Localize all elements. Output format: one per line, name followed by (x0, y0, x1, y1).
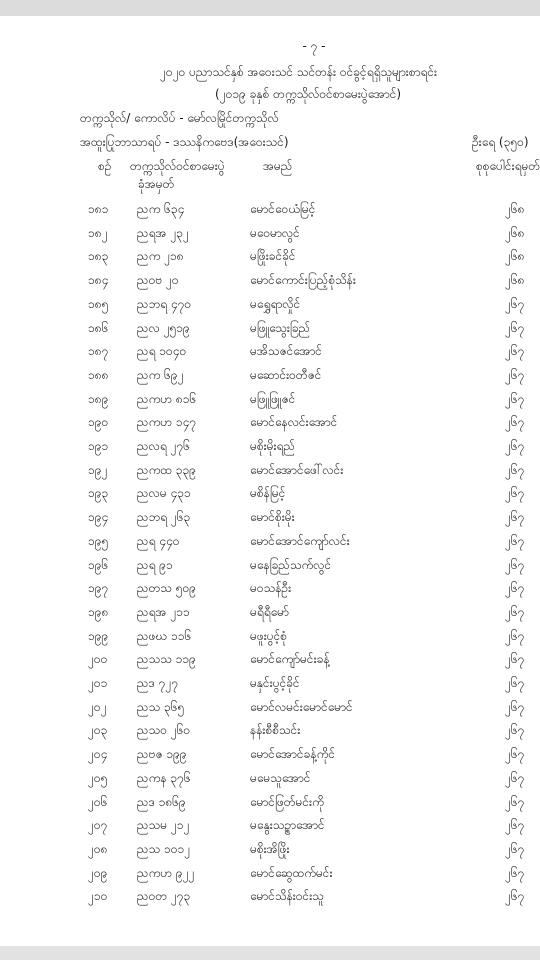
student-name: မောင်ဝေယံမြင့် (250, 202, 316, 216)
table-row (0, 485, 540, 509)
student-name: မောင်အောင်ဖေါ်လင်း (250, 462, 344, 477)
total-marks: ၂၆၇ (505, 818, 525, 833)
table-row (0, 414, 540, 438)
document-page (0, 16, 540, 946)
roll-number: ညဖဃ ၁၁၆ (137, 628, 192, 643)
roll-number: ညကဟ ၁၄၇ (137, 415, 197, 430)
total-marks: ၂၆၇ (505, 557, 525, 572)
student-name: မောင်အောင်ခန့်ကိုင် (250, 747, 335, 762)
roll-number: ညက ၆၃၄ (137, 202, 185, 216)
roll-number: ညဝတ ၂၇၃ (137, 889, 191, 904)
total-marks: ၂၆၇ (505, 510, 525, 525)
total-marks: ၂၆၇ (505, 676, 525, 690)
student-name: မနေခြည်သက်လွင် (250, 557, 332, 572)
table-row (0, 651, 540, 675)
student-name: မဖူးပွင့်စုံ (250, 628, 288, 643)
student-name: မောင်ဖြတ်မင်းကို (250, 794, 324, 809)
roll-number: ညကထ ၃၃၉ (137, 462, 197, 477)
page-number: - ၇ - (302, 39, 326, 53)
total-marks: ၂၆၇ (505, 841, 525, 856)
row-number: ၁၉၅ (88, 533, 109, 548)
table-row (0, 343, 540, 367)
total-marks: ၂၆၈ (505, 273, 525, 288)
table-row (0, 865, 540, 889)
total-marks: ၂၆၈ (505, 202, 525, 216)
table-row (0, 675, 540, 699)
student-name: မစိုးအိဖြိုး (250, 841, 290, 856)
total-marks: ၂၆၈ (505, 225, 525, 240)
student-name: မဆောင်းဝတီဇင် (250, 367, 322, 382)
total-marks: ၂၆၇ (505, 344, 525, 359)
table-row (0, 533, 540, 557)
total-marks: ၂၆၇ (505, 486, 525, 501)
roll-number: ညသ ၁၀၁၂ (137, 841, 191, 856)
total-marks: ၂၆၇ (505, 889, 525, 904)
university-line: တက္ကသိုလ်/ ကောလိပ် - မော်လမြိုင်တက္ကသိုလ် (80, 111, 279, 125)
roll-number: ညလရ ၂၇၆ (137, 439, 190, 453)
row-number: ၂၀၆ (88, 794, 108, 809)
row-number: ၁၉၀ (88, 415, 109, 430)
student-name: မမေသူအောင် (250, 770, 311, 785)
table-row (0, 746, 540, 770)
table-row (0, 296, 540, 320)
roll-number: ညကန ၃၇၆ (137, 770, 191, 785)
student-name: မောင်စိုးမိုး (250, 510, 295, 525)
total-marks: ၂၆၈ (505, 249, 525, 264)
total-marks: ၂၆၇ (505, 462, 525, 477)
total-marks: ၂၆၇ (505, 794, 525, 809)
roll-number: ညက ၆၉၂ (137, 367, 184, 382)
total-marks: ၂၆၇ (505, 320, 525, 335)
quota-count: ဦးရေ (၃၅၀) (472, 135, 529, 149)
table-row (0, 817, 540, 841)
table-row (0, 699, 540, 723)
total-marks: ၂၆၇ (505, 747, 525, 762)
row-number: ၁၉၃ (88, 486, 109, 501)
student-name: မဖြိုးခင်ခိုင် (250, 249, 296, 264)
row-number: ၁၈၇ (88, 344, 109, 359)
row-number: ၂၀၀ (88, 652, 108, 667)
column-header-roll-number: တက္ကသိုလ်ဝင်စာမေးပွဲ (130, 159, 225, 173)
roll-number: ညရ ၄၄၀ (137, 533, 180, 548)
total-marks: ၂၆၇ (505, 296, 525, 311)
row-number: ၁၈၁ (88, 202, 109, 216)
row-number: ၁၉၂ (88, 462, 108, 477)
row-number: ၁၈၅ (88, 296, 109, 311)
total-marks: ၂၆၇ (505, 604, 525, 619)
row-number: ၁၉၄ (88, 510, 109, 525)
document-subtitle: (၂၀၁၉ ခုနှစ် တက္ကသိုလ်ဝင်စာမေးပွဲအောင်) (215, 87, 402, 101)
row-number: ၂၀၁ (88, 676, 108, 690)
roll-number: ညသဝ ၂၆၀ (137, 723, 191, 738)
table-row (0, 604, 540, 628)
table-row (0, 557, 540, 581)
roll-number: ညဘရ ၄၇၀ (137, 296, 192, 311)
row-number: ၂၁၀ (88, 889, 108, 904)
row-number: ၁၈၆ (88, 320, 109, 335)
total-marks: ၂၆၇ (505, 770, 525, 785)
column-header-no: စဉ် (98, 159, 112, 173)
student-name: မဝေမာလွင် (250, 225, 300, 240)
top-border (0, 0, 540, 16)
student-name: မအိသဇင်အောင် (250, 344, 322, 359)
total-marks: ၂၆၇ (505, 652, 525, 667)
student-name: နန်းစီစီသင်း (250, 723, 301, 738)
table-row (0, 225, 540, 249)
table-row (0, 628, 540, 652)
row-number: ၁၈၂ (88, 225, 108, 240)
student-name: မောင်နေလင်းအောင် (250, 415, 338, 430)
table-row (0, 438, 540, 462)
student-name: မောင်ကျော်မင်းခန့် (250, 652, 330, 667)
student-name: မောင်အောင်ကျော်လင်း (250, 533, 350, 548)
row-number: ၂၀၃ (88, 723, 108, 738)
student-name: မောင်သိန်းဝင်းသူ (250, 889, 324, 904)
total-marks: ၂၆၇ (505, 391, 525, 406)
total-marks: ၂၆၇ (505, 865, 525, 880)
table-row (0, 770, 540, 794)
student-name: မောင်လမင်းမောင်မောင် (250, 699, 353, 714)
roll-number: ညလ ၂၅၁၉ (137, 320, 190, 335)
table-row (0, 248, 540, 272)
table-row (0, 320, 540, 344)
row-number: ၂၀၈ (88, 841, 108, 856)
table-row (0, 272, 540, 296)
total-marks: ၂၆၇ (505, 415, 525, 430)
roll-number: ညဒ ၇၂၇ (137, 676, 179, 690)
row-number: ၁၉၆ (88, 557, 109, 572)
roll-number: ညရ ၁၀၄၀ (137, 344, 187, 359)
table-row (0, 888, 540, 912)
row-number: ၁၈၃ (88, 249, 109, 264)
student-name: မစိန်မြင့် (250, 486, 286, 501)
table-row (0, 841, 540, 865)
table-row (0, 722, 540, 746)
student-name: မနွေးသဥ္စာအောင် (250, 818, 325, 833)
student-name: မောင်ကောင်းပြည့်စုံသိန်း (250, 273, 356, 288)
roll-number: ညဗဇ ၁၉၉ (137, 747, 187, 762)
total-marks: ၂၆၇ (505, 581, 525, 596)
table-row (0, 462, 540, 486)
table-row (0, 367, 540, 391)
row-number: ၁၉၉ (88, 628, 109, 643)
student-name: မနှင်းပွင့်ခိုင် (250, 676, 300, 690)
student-name: မစိုးမိုးရည် (250, 439, 296, 453)
table-row (0, 509, 540, 533)
document-title: ၂၀၂၀ ပညာသင်နှစ် အဝေးသင် သင်တန်း ဝင်ခွင့်ရရှိသူများစာရင်း (160, 65, 438, 79)
column-header-roll-number-2: ခုံအမှတ် (138, 177, 175, 191)
major-subject-line: အထူးပြုဘာသာရပ် - ဒဿနိကဗေဒ(အဝေးသင်) (80, 135, 289, 149)
roll-number: ညကဟ ၉၂၂ (137, 865, 195, 880)
roll-number: ညဒ ၁၈၆၉ (137, 794, 186, 809)
total-marks: ၂၆၇ (505, 699, 525, 714)
roll-number: ညသ ၃၆၅ (137, 699, 185, 714)
roll-number: ညဘရ ၂၆၃ (137, 510, 191, 525)
row-number: ၁၈၉ (88, 391, 109, 406)
table-row (0, 201, 540, 225)
roll-number: ညဝဗ ၂၀ (137, 273, 179, 288)
total-marks: ၂၆၇ (505, 439, 525, 453)
row-number: ၂၀၇ (88, 818, 108, 833)
row-number: ၂၀၄ (88, 747, 108, 762)
student-name: မဖြူသွေးခြည် (250, 320, 311, 335)
row-number: ၁၉၈ (88, 604, 109, 619)
total-marks: ၂၆၇ (505, 628, 525, 643)
roll-number: ညတသ ၅၀၉ (137, 581, 196, 596)
student-name: မရွှေရာလှိုင် (250, 296, 301, 311)
roll-number: ညရ ၉၁ (137, 557, 173, 572)
roll-number: ညကဟ ၈၁၆ (137, 391, 197, 406)
roll-number: ညသမ ၂၁၂ (137, 818, 190, 833)
roll-number: ညသသ ၁၁၉ (137, 652, 196, 667)
column-header-total-marks: စုစုပေါင်းရမှတ် (476, 159, 540, 173)
row-number: ၁၉၁ (88, 439, 109, 453)
row-number: ၂၀၂ (88, 699, 107, 714)
table-row (0, 794, 540, 818)
row-number: ၁၈၄ (88, 273, 109, 288)
total-marks: ၂၆၇ (505, 723, 525, 738)
roll-number: ညက ၂၁၈ (137, 249, 184, 264)
roll-number: ညလမ ၄၃၁ (137, 486, 191, 501)
row-number: ၁၉၇ (88, 581, 109, 596)
table-row (0, 391, 540, 415)
row-number: ၂၀၉ (88, 865, 108, 880)
row-number: ၁၈၈ (88, 367, 109, 382)
roll-number: ညရအ ၂၃၂ (137, 225, 189, 240)
row-number: ၂၀၅ (88, 770, 108, 785)
student-name: မောင်ဆွေထက်မင်း (250, 865, 333, 880)
bottom-border (0, 946, 540, 960)
column-header-name: အမည် (263, 159, 293, 173)
total-marks: ၂၆၇ (505, 367, 525, 382)
roll-number: ညရအ ၂၁၁ (137, 604, 190, 619)
table-row (0, 580, 540, 604)
student-name: မဝသန်ဦး (250, 581, 292, 596)
student-name: မရီရီမော် (250, 604, 289, 619)
student-name: မဖြူဖြူဇင် (250, 391, 296, 406)
total-marks: ၂၆၇ (505, 533, 525, 548)
